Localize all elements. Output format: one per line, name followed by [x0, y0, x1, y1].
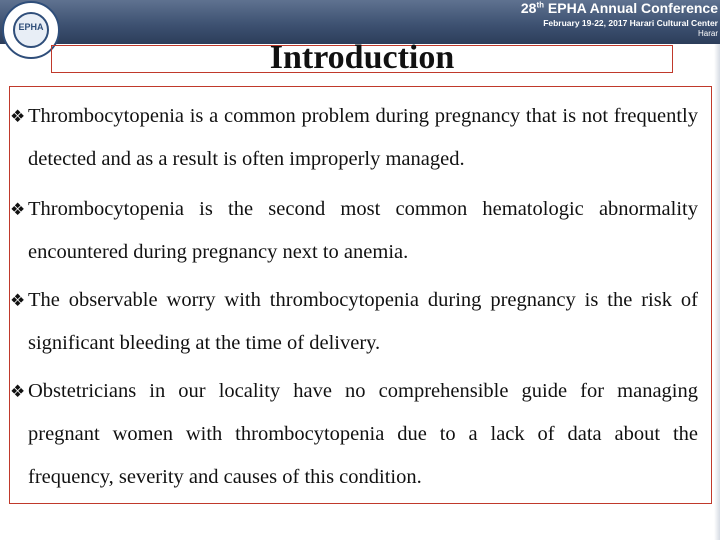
diamond-bullet-icon: ❖ — [10, 291, 26, 310]
bullet-list — [10, 95, 711, 499]
conference-suffix: th — [536, 0, 544, 10]
content-frame — [9, 86, 712, 504]
conference-banner — [0, 0, 720, 44]
title-frame — [51, 39, 673, 76]
bullet-text: The observable worry with thrombocytopenia during pregnancy is the risk of significant bleeding at the time of delivery. — [28, 289, 698, 354]
bullet-item — [10, 370, 698, 499]
bullet-item — [10, 95, 698, 181]
slide-edge-shadow — [714, 44, 720, 540]
bullet-text: Thrombocytopenia is a common problem during pregnancy that is not frequently detected and as a result is often improperly managed. — [28, 105, 698, 170]
conference-title — [521, 0, 718, 16]
conference-number: 28 — [520, 0, 537, 16]
conference-city: Harar — [697, 29, 718, 38]
diamond-bullet-icon: ❖ — [10, 200, 26, 219]
logo-label: EPHA — [18, 22, 44, 32]
conference-dates: February 19-22, 2017 Harari Cultural Center — [543, 18, 718, 28]
bullet-item — [10, 279, 698, 365]
slide-title: Introduction — [269, 39, 455, 76]
diamond-bullet-icon: ❖ — [10, 107, 26, 126]
bullet-text: Thrombocytopenia is the second most common hematologic abnormality encountered during pregnancy next to anemia. — [28, 198, 698, 263]
bullet-text: Obstetricians in our locality have no comprehensible guide for managing pregnant women with thrombocytopenia due to a lack of data about the frequency, severity and causes of this condition. — [28, 380, 698, 488]
diamond-bullet-icon: ❖ — [10, 382, 26, 401]
bullet-item — [10, 188, 698, 274]
conference-name: EPHA Annual Conference — [547, 0, 718, 16]
